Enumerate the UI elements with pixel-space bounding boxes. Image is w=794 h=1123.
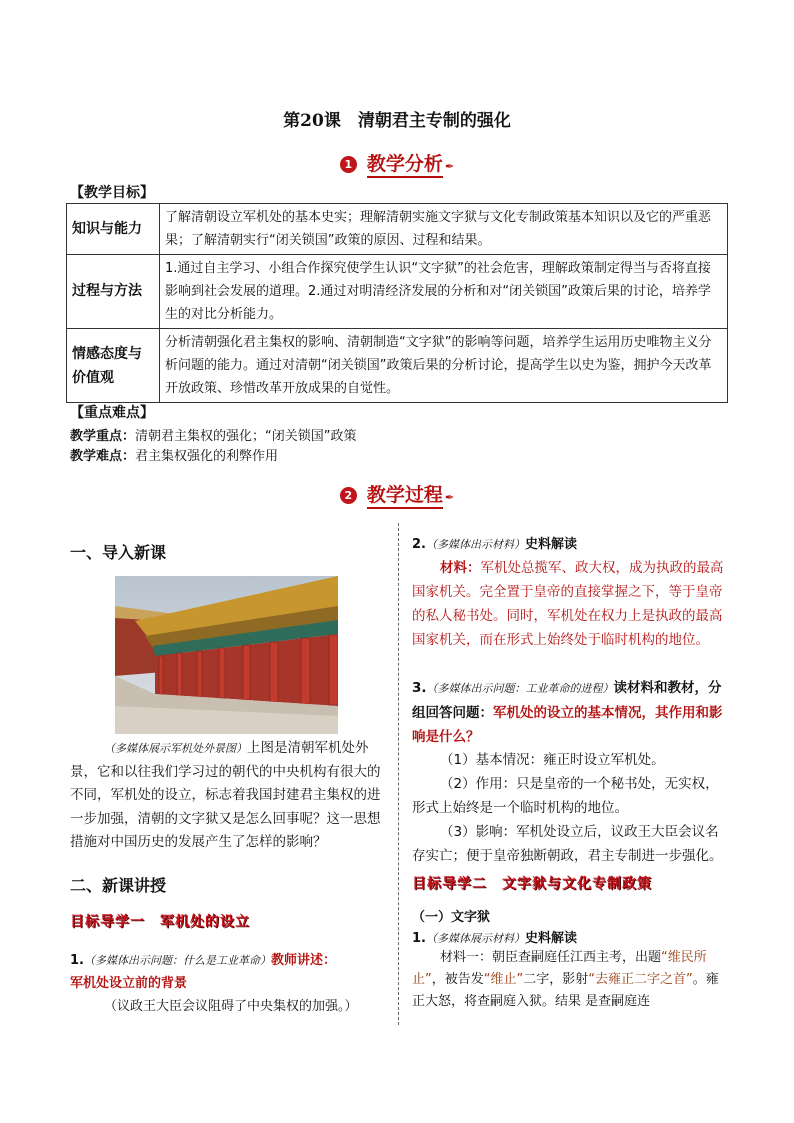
keypoints-heading: 【重点难点】 (70, 405, 154, 421)
answer-1: （1）基本情况：雍正时设立军机处。 (440, 752, 665, 768)
item-number: 1. (412, 931, 426, 946)
keypoint-line (70, 427, 357, 447)
goals-table (66, 203, 728, 403)
flourish-icon: ✒ (444, 491, 455, 504)
item-question: 军机处的设立的基本情况，其作用和影响是什么？ (412, 705, 723, 745)
goal-banner-2: 目标导学二 文字狱与文化专制政策 (412, 876, 652, 892)
goal-text: 了解清朝设立军机处的基本史实；理解清朝实施文字狱与文化专制政策基本知识以及它的严重恶果；了解清朝实行“闭关锁国”政策的原因、过程和结果。 (160, 204, 728, 255)
answer-2: （2）作用：只是皇帝的一个秘书处，无实权，形式上始终是一个临时机构的地位。 (412, 776, 719, 816)
material-1-text: 朝臣查嗣庭任江西主考，出题 (492, 950, 662, 965)
table-row (67, 329, 728, 403)
material-1-text: ，被告发 (431, 972, 484, 987)
military-office-photo (115, 576, 338, 734)
keypoint-text: 清朝君主集权的强化；“闭关锁国”政策 (135, 429, 357, 444)
difficulty-line (70, 447, 278, 467)
goal-key: 知识与能力 (67, 204, 160, 255)
goal-banner-1: 目标导学一 军机处的设立 (70, 914, 250, 930)
section-heading-analysis (0, 149, 794, 176)
material-paragraph (412, 556, 724, 652)
item3-paragraph (412, 676, 724, 749)
item-tag: （多媒体展示材料） (425, 932, 525, 945)
goals-heading: 【教学目标】 (70, 185, 154, 201)
item2-line (412, 533, 724, 557)
item-label-2: 军机处设立前的背景 (70, 976, 188, 991)
item-number: 1. (70, 953, 84, 968)
material-1-quote: “维止” (483, 972, 524, 987)
section-number-badge: 2 (340, 487, 357, 504)
item-label: 史料解读 (524, 931, 577, 946)
material-1-text: 二字，影射 (523, 972, 589, 987)
intro-paragraph (70, 737, 382, 855)
item-number: 3. (412, 680, 427, 696)
material-text: 军机处总揽军、政大权，成为执政的最高国家机关。完全置于皇帝的直接掌握之下，等于皇帝的私人秘书处。同时，军机处在权力上是执政的最高国家机关，而在形式上始终处于临时机构的地位。 (412, 560, 724, 648)
item1 (70, 949, 388, 995)
material-1-quote: “去雍正二字之首” (588, 972, 693, 987)
item-tag: （多媒体出示材料） (425, 538, 525, 551)
item-tag: （多媒体出示问题：工业革命的进程） (426, 682, 614, 695)
section-number-badge: 1 (340, 156, 357, 173)
subheading-literary-inquisition: （一）文字狱 (412, 910, 491, 925)
section-heading-label: 教学分析 (367, 153, 443, 178)
keypoint-label: 教学重点： (70, 429, 136, 444)
goal-text: 分析清朝强化君主集权的影响、清朝制造“文字狱”的影响等问题，培养学生运用历史唯物主义分析问题的能力。通过对清朝“闭关锁国”政策后果的分析讨论，提高学生以史为鉴，拥护今天改革开放政策、珍惜改革开放成果的自觉性。 (160, 329, 728, 403)
goal-key: 情感态度与价值观 (67, 329, 160, 403)
column-divider (398, 523, 399, 1025)
material-1-label: 材料一： (440, 950, 493, 965)
intro-text: 上图是清朝军机处外景，它和以往我们学习过的朝代的中央机构有很大的不同，军机处的设立，标志着我国封建君主集权的进一步加强，清朝的文字狱又是怎么回事呢？这一思想措施对中国历史的发展产生了怎样的影响？ (70, 740, 381, 850)
item1-note: （议政王大臣会议阻碍了中央集权的加强。） (104, 999, 358, 1014)
difficulty-text: 君主集权强化的利弊作用 (135, 449, 279, 464)
material-1-quote: “维民所止” (412, 950, 707, 987)
item-label: 史料解读 (524, 537, 577, 552)
item-label: 教师讲述： (270, 953, 336, 968)
heading-new-lesson: 二、新课讲授 (70, 876, 167, 895)
answer-3: （3）影响：军机处设立后，议政王大臣会议名存实亡；便于皇帝独断朝政，君主专制进一步强化。 (412, 824, 723, 864)
material-1-text: 。雍正大怒，将查嗣庭入狱。结果 是查嗣庭连 (412, 972, 719, 1009)
goal-text: 1.通过自主学习、小组合作探究使学生认识“文字狱”的社会危害，理解政策制定得当与否将直接影响到社会发展的道理。2.通过对明清经济发展的分析和对“闭关锁国”政策后果的讨论，培养学生的对比分析能力。 (160, 255, 728, 329)
item-number: 2. (412, 537, 426, 552)
item-tag: （多媒体出示问题：什么是工业革命） (83, 954, 271, 967)
page-title: 第20课 清朝君主专制的强化 (283, 111, 511, 131)
difficulty-label: 教学难点： (70, 449, 136, 464)
section-heading-label: 教学过程 (367, 484, 443, 509)
item-label: 读材料和教材，分组回答问题： (412, 680, 722, 721)
goal-key: 过程与方法 (67, 255, 160, 329)
table-row (67, 204, 728, 255)
material-1-paragraph (412, 947, 724, 1013)
photo-tag: （多媒体展示军机处外景图） (104, 742, 247, 755)
section-heading-process (0, 480, 794, 507)
table-row (67, 255, 728, 329)
material-label: 材料： (440, 560, 481, 576)
palace-corridor-image (115, 576, 338, 734)
heading-intro: 一、导入新课 (70, 543, 167, 562)
flourish-icon: ✒ (444, 160, 455, 173)
